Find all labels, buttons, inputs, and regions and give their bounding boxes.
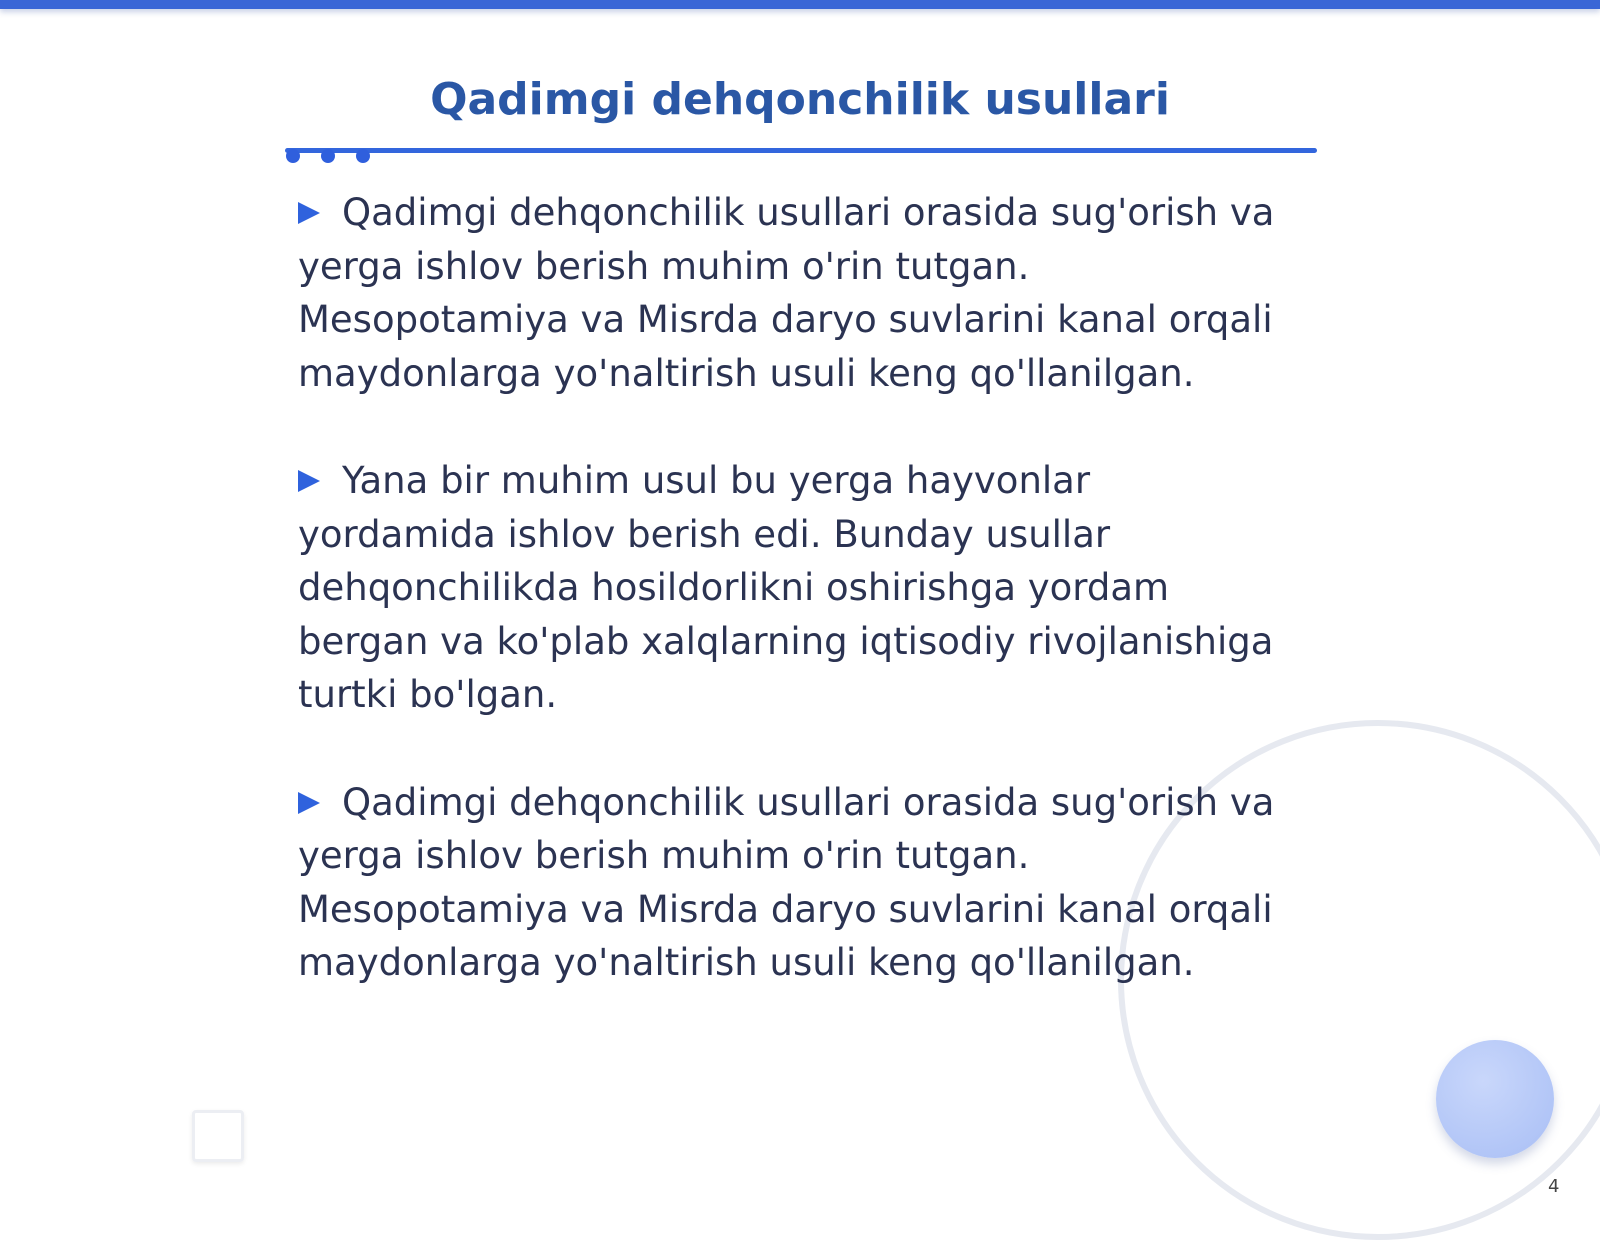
bullet-item-1 <box>298 186 1298 400</box>
triangle-right-icon <box>298 470 320 492</box>
bullet-item-2 <box>298 454 1298 722</box>
underline-dot-1 <box>286 149 300 163</box>
top-accent-bar <box>0 0 1600 9</box>
bullet-text-1: Qadimgi dehqonchilik usullari orasida sug'orish va yerga ishlov berish muhim o'rin tutgan. Mesopotamiya va Misrda daryo suvlarini kanal orqali maydonlarga yo'naltirish usuli keng qo'llanilgan. <box>298 191 1275 395</box>
bullet-text-2: Yana bir muhim usul bu yerga hayvonlar yordamida ishlov berish edi. Bunday usullar dehqonchilikda hosildorlikni oshirishga yordam bergan va ko'plab xalqlarning iqtisodiy rivojlanishiga turtki bo'lgan. <box>298 459 1274 716</box>
underline-dot-2 <box>321 149 335 163</box>
page-number: 4 <box>1548 1176 1560 1197</box>
decorative-circle <box>1436 1040 1554 1158</box>
slide-title: Qadimgi dehqonchilik usullari <box>430 74 1170 125</box>
underline-dot-3 <box>356 149 370 163</box>
bullet-item-3 <box>298 776 1298 990</box>
decorative-square <box>192 1110 244 1162</box>
title-underline <box>285 148 1317 153</box>
bullet-list <box>298 186 1298 1044</box>
triangle-right-icon <box>298 202 320 224</box>
bullet-text-3: Qadimgi dehqonchilik usullari orasida sug'orish va yerga ishlov berish muhim o'rin tutgan. Mesopotamiya va Misrda daryo suvlarini kanal orqali maydonlarga yo'naltirish usuli keng qo'llanilgan. <box>298 780 1275 984</box>
triangle-right-icon <box>298 792 320 814</box>
